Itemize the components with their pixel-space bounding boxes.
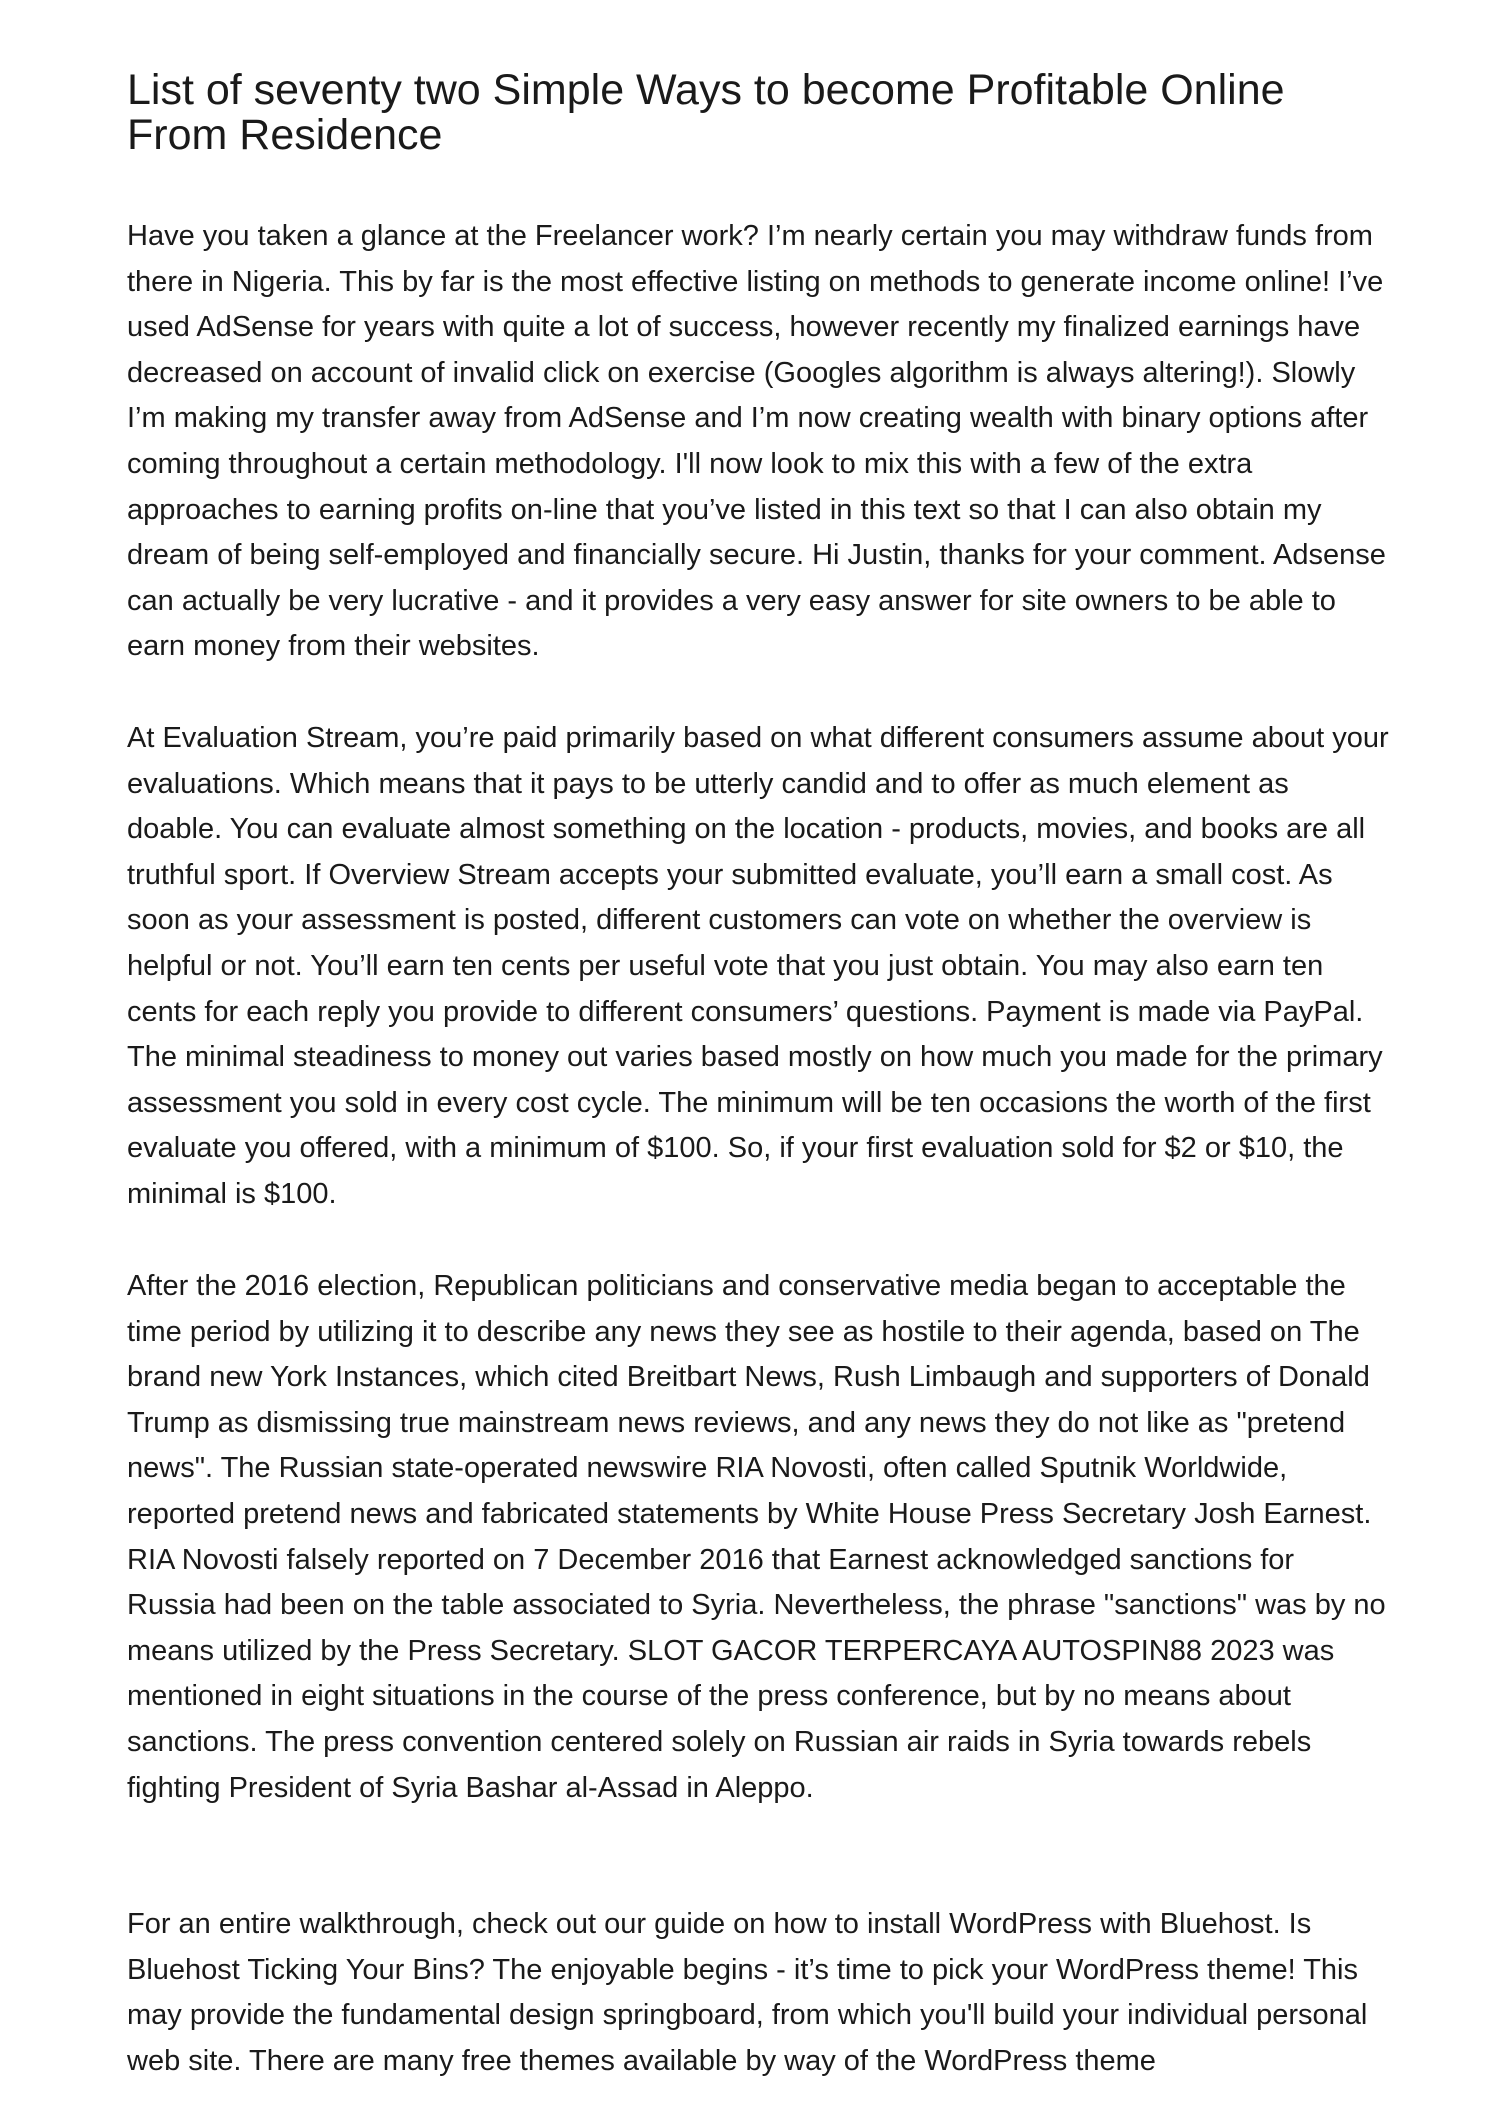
paragraph-4: For an entire walkthrough, check out our guide on how to install WordPress with Bluehost. Is Bluehost Ticking Your Bins? The enjoyable begins - it’s time to pick your WordPress theme! This may provide the fundamental design springboard, from which you'll build your individual personal web site. There are many free themes available by way of the WordPress theme <box>127 1908 1368 2077</box>
paragraph-2: At Evaluation Stream, you’re paid primarily based on what different consumers assume about your evaluations. Which means that it pays to be utterly candid and to offer as much element as doable. You can evaluate almost something on the location - products, movies, and books are all truthful sport. If Overview Stream accepts your submitted evaluate, you’ll earn a small cost. As soon as your assessment is posted, different customers can vote on whether the overview is helpful or not. You’ll earn ten cents per useful vote that you just obtain. You may also earn ten cents for each reply you provide to different consumers’ questions. Payment is made via PayPal. The minimal steadiness to money out varies based mostly on how much you made for the primary assessment you sold in every cost cycle. The minimum will be ten occasions the worth of the first evaluate you offered, with a minimum of $100. So, if your first evaluation sold for $2 or $10, the minimal is $100. <box>127 722 1389 1210</box>
document-page <box>127 68 1387 158</box>
document-title: List of seventy two Simple Ways to become Profitable Online From Residence <box>127 66 1285 159</box>
paragraph-3: After the 2016 election, Republican politicians and conservative media began to acceptable the time period by utilizing it to describe any news they see as hostile to their agenda, based on The brand new York Instances, which cited Breitbart News, Rush Limbaugh and supporters of Donald Trump as dismissing true mainstream news reviews, and any news they do not like as "pretend news". The Russian state-operated newswire RIA Novosti, often called Sputnik Worldwide, reported pretend news and fabricated statements by White House Press Secretary Josh Earnest. RIA Novosti falsely reported on 7 December 2016 that Earnest acknowledged sanctions for Russia had been on the table associated to Syria. Nevertheless, the phrase "sanctions" was by no means utilized by the Press Secretary. SLOT GACOR TERPERCAYA AUTOSPIN88 2023 was mentioned in eight situations in the course of the press conference, but by no means about sanctions. The press convention centered solely on Russian air raids in Syria towards rebels fighting President of Syria Bashar al-Assad in Aleppo. <box>127 1270 1386 1804</box>
paragraph-1: Have you taken a glance at the Freelancer work? I’m nearly certain you may withdraw funds from there in Nigeria. This by far is the most effective listing on methods to generate income online! I’ve used AdSense for years with quite a lot of success, however recently my finalized earnings have decreased on account of invalid click on exercise (Googles algorithm is always altering!). Slowly I’m making my transfer away from AdSense and I’m now creating wealth with binary options after coming throughout a certain methodology. I'll now look to mix this with a few of the extra approaches to earning profits on-line that you’ve listed in this text so that I can also obtain my dream of being self-employed and financially secure. Hi Justin, thanks for your comment. Adsense can actually be very lucrative - and it provides a very easy answer for site owners to be able to earn money from their websites. <box>127 220 1386 663</box>
